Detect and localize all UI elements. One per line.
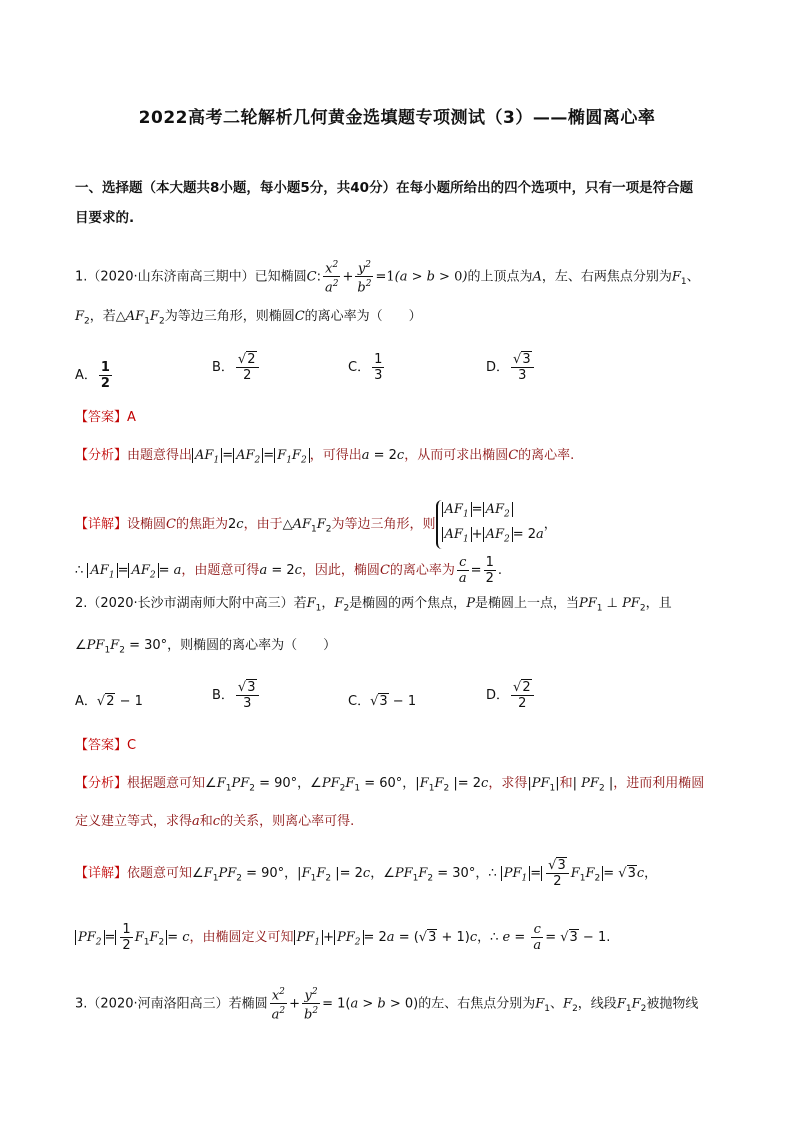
- q2-analysis-line2: 定义建立等式，求得a和c的关系，则离心率可得.: [75, 814, 355, 829]
- q2-stem-line1: 2.（2020·长沙市湖南师大附中高三）若$F_1$，$F_2$是椭圆的两个焦点，P是椭圆上一点，当$PF_1$ ⊥ $PF_2$，且: [75, 596, 672, 614]
- q2-option-a: A．√2 − 1: [75, 694, 143, 709]
- q1-option-d: D． $\frac{√3}{3}$: [486, 352, 536, 383]
- q1-stem-e: 的离心率为（ ）: [304, 309, 422, 324]
- q1-stem-a: 的上顶点为: [467, 269, 533, 285]
- q1-detail-line1: 【详解】设椭圆C的焦距为2c，由于$\triangle AF_1F_2$为等边三角形，则 $AF_1 = AF_2$ $AF_1 + AF_2 = 2a$ ，: [75, 500, 734, 549]
- q1-answer: 【答案】A: [75, 410, 136, 425]
- q2-option-d: D． $\frac{√2}{2}$: [486, 680, 536, 711]
- q2-option-b: B． $\frac{√3}{3}$: [212, 680, 261, 711]
- q2-stem-line2: $\angle PF_1F_2 = 30^\circ$，则椭圆的离心率为（ ）: [75, 638, 337, 656]
- q2-option-c: C．√3 − 1: [348, 694, 417, 709]
- q1-stem-b: ，左、右两焦点分别为: [541, 269, 672, 285]
- q1-stem-line2: $F_2$，若$\triangle AF_1F_2$为等边三角形，则椭圆C的离心率为（ ）: [75, 309, 422, 327]
- q2-answer: 【答案】C: [75, 738, 137, 753]
- section-heading-line2: 目要求的.: [75, 210, 135, 226]
- q1-detail-line2: ∴ $AF_1 = AF_2 = a$，由题意可得a = 2c，因此，椭圆C的离心率为 $\frac{c}{a}$ = $\frac{1}{2}$ .: [75, 555, 502, 586]
- q1-option-b: B． $\frac{√2}{2}$: [212, 352, 261, 383]
- page-title: 2022高考二轮解析几何黄金选填题专项测试（3）——椭圆离心率: [138, 108, 656, 128]
- section-heading-line1: 一、选择题（本大题共8小题，每小题5分，共40分）在每小题所给出的四个选项中，只有一项是符合题: [75, 180, 694, 196]
- q1-stem-d: 为等边三角形，则椭圆: [164, 309, 295, 324]
- q1-option-a: A． $\frac{1}{2}$: [75, 360, 110, 391]
- q1-analysis: 【分析】由题意得出 $AF_1 = AF_2 = F_1F_2$ ，可得出a = 2c，从而可求出椭圆C的离心率.: [75, 448, 575, 466]
- q2-detail-line1: 【详解】依题意可知$\angle F_1PF_2 = 90^\circ$，$|F_1F_2$ |= 2c，$\angle PF_1F_2 = 30^\circ$，∴ $PF_1$ = $\frac{√3}{2}$ $F_1F_2 = √3c$，: [75, 858, 658, 889]
- q1-option-c: C． $\frac{1}{3}$: [348, 352, 383, 383]
- q1-source: 1.（2020·山东济南高三期中）已知椭圆: [75, 269, 307, 285]
- q3-stem-line1: 3.（2020·河南洛阳高三）若椭圆 $\frac{x^2}{a^2}$ + $\frac{y^2}{b^2}$ = 1(a > b > 0)的左、右焦点分别为$F_1$、$F_2$，线段$F_1F_2$被抛物线: [75, 987, 699, 1023]
- q1-stem-line1: 1.（2020·山东济南高三期中）已知椭圆C: $\frac{x^2}{a^2}$ + $\frac{y^2}{b^2}$ =1(a > b > 0)的上顶点为A，左、右两焦点分别为$F_1$、: [75, 260, 700, 296]
- q2-analysis-line1: 【分析】根据题意可知$\angle F_1PF_2 = 90^\circ$，$\angle PF_2F_1 = 60^\circ$，$|F_1F_2$ |= 2c，求得$|PF_1|$和| $PF_2$ |，进而利用椭圆: [75, 776, 705, 794]
- q1-stem-c: ，若: [89, 309, 116, 324]
- q2-detail-line2: $PF_2$ = $\frac{1}{2}$ $F_1F_2 = c$，由椭圆定义可知 $PF_1 + PF_2 = 2a = (√3 + 1)c$，∴ e = $\frac{c}{a}$ = √3 − 1.: [75, 922, 734, 953]
